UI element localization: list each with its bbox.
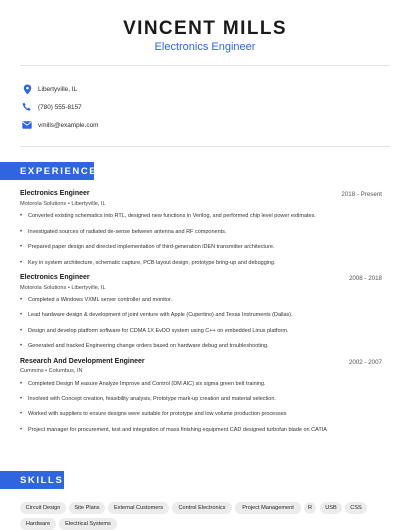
job-dates: 2018 - Present (341, 191, 382, 198)
divider (20, 146, 390, 147)
job-title: Research And Development Engineer (20, 358, 145, 365)
skill-chip: Electrical Systems (59, 518, 117, 530)
job-bullet: • Involved with Concept creation, feasibility analysis, Prototype mark-up creation and material selection. (20, 396, 390, 402)
skill-chip: Site Plans (69, 502, 105, 514)
job-dates: 2002 - 2007 (348, 359, 382, 366)
skill-chip: Hardware (20, 518, 56, 530)
contact-phone (20, 100, 82, 114)
job-title: Electronics Engineer (20, 190, 90, 197)
skill-chip: Control Electronics (172, 502, 232, 514)
job-bullet: • Design and develop platform software for CDMA 1X EvDO system using C++ on embedded Linux platform. (20, 328, 390, 334)
job-bullet: • Worked with suppliers to ensure designs were suitable for prototype and low volume production processes (20, 411, 390, 417)
skill-chip: Project Management (235, 502, 301, 514)
job-dates: 2008 - 2018 (348, 275, 382, 282)
job-company: Cummins • Columbus, IN (20, 368, 83, 374)
job-title: Electronics Engineer (20, 274, 90, 281)
contact-email (20, 118, 99, 132)
skill-chip: R (304, 502, 316, 514)
divider (20, 65, 390, 66)
skill-chip: CSS (345, 502, 367, 514)
skill-chip: External Customers (108, 502, 169, 514)
section-skills: SKILLS (0, 471, 64, 489)
job-company: Motorola Solutions • Libertyville, IL (20, 201, 106, 207)
section-experience: EXPERIENCE (0, 162, 94, 180)
job-bullet: • Converted existing schematics into RTL, designed new functions in Verilog, and performed chip level power estimates. (20, 213, 390, 219)
job-bullet: • Completed a Windows VXML server controller and monitor. (20, 297, 390, 303)
phone-icon (20, 100, 34, 114)
candidate-name: VINCENT MILLS (123, 18, 287, 39)
job-bullet: • Prepared paper design and directed implementation of third-generation iDEN transmitter architecture. (20, 244, 390, 250)
job-bullet: • Completed Design M easure Analyze Improve and Control (DM AIC) six sigma green belt training. (20, 381, 390, 387)
candidate-title: Electronics Engineer (154, 41, 256, 53)
job-company: Motorola Solutions • Libertyville, IL (20, 285, 106, 291)
location-pin-icon (20, 82, 34, 96)
skill-chip: Circuit Design (20, 502, 66, 514)
skill-chip: USB (320, 502, 342, 514)
job-bullet: • Generated and tracked Engineering change orders based on hardware debug and troubleshooting. (20, 343, 390, 349)
job-bullet: • Investigated sources of radiated de-sense between antenna and RF components. (20, 229, 390, 235)
job-bullet: • Project manager for procurement, test and integration of mass finishing equipment CAD designed turbofan blade on CATIA (20, 427, 390, 433)
email-text: vmills@example.com (38, 121, 99, 129)
phone-text: (780) 555-8157 (38, 103, 82, 111)
mail-icon (20, 118, 34, 132)
job-bullet: • Key in system architecture, schematic capture, PCB layout design, prototype bring-up and debugging. (20, 260, 390, 266)
contact-location (20, 82, 78, 96)
location-text: Libertyville, IL (38, 85, 78, 93)
job-bullet: • Lead hardware design & development of joint venture with Apple (Cupertino) and Texas Instruments (Dallas). (20, 312, 390, 318)
